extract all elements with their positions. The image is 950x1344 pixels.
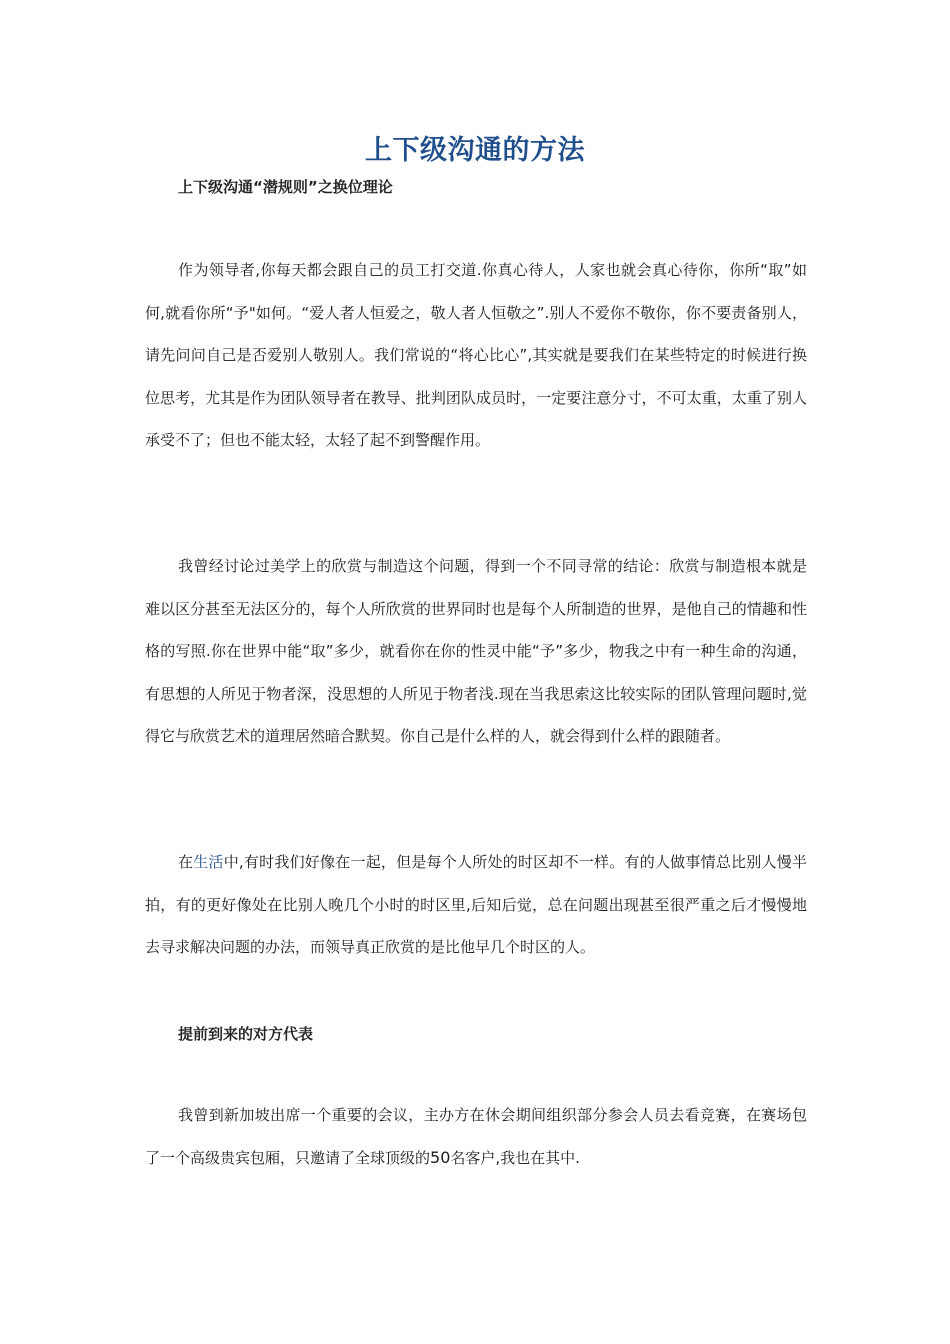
life-link[interactable]: 生活	[193, 853, 224, 871]
section-heading-early-rep: 提前到来的对方代表	[178, 1025, 314, 1043]
paragraph-text: 在	[178, 853, 194, 871]
paragraph-singapore	[145, 1094, 807, 1179]
paragraph-aesthetics: 我曾经讨论过美学上的欣赏与制造这个问题，得到一个不同寻常的结论：欣赏与制造根本就是难以区分甚至无法区分的，每个人所欣赏的世界同时也是每个人所制造的世界，是他自己的情趣和性格的写照.你在世界中能“取”多少，就看你在你的性灵中能“予”多少，物我之中有一种生命的沟通，有思想的人所见于物者深，没思想的人所见于物者浅.现在当我思索这比较实际的团队管理问题时,觉得它与欣赏艺术的道理居然暗合默契。你自己是什么样的人，就会得到什么样的跟随者。	[145, 557, 807, 745]
paragraph-text: 中,有时我们好像在一起，但是每个人所处的时区却不一样。有的人做事情总比别人慢半拍，有的更好像处在比别人晚几个小时的时区里,后知后觉，总在问题出现甚至很严重之后才慢慢地去寻求解决问题的办法，而领导真正欣赏的是比他早几个时区的人。	[145, 853, 807, 956]
paragraph-text: 名客户,我也在其中.	[450, 1148, 580, 1167]
paragraph-time-zones	[145, 841, 807, 969]
document-title: 上下级沟通的方法	[365, 135, 585, 166]
section-heading-role-swap: 上下级沟通“潜规则”之换位理论	[178, 178, 393, 196]
paragraph-text: 我曾到新加坡出席一个重要的会议，主办方在休会期间组织部分参会人员去看竞赛，在赛场包了一个高级贵宾包厢，只邀请了全球顶级的	[145, 1106, 807, 1167]
paragraph-leadership: 作为领导者,你每天都会跟自己的员工打交道.你真心待人，人家也就会真心待你，你所“取”如何,就看你所“予"如何。“爱人者人恒爱之，敬人者人恒敬之”.别人不爱你不敬你，你不要责备别人，请先问问自己是否爱别人敬别人。我们常说的“将心比心”,其实就是要我们在某些特定的时候进行换位思考，尤其是作为团队领导者在教导、批判团队成员时，一定要注意分寸，不可太重，太重了别人承受不了；但也不能太轻，太轻了起不到警醒作用。	[145, 261, 807, 449]
client-count: 50	[430, 1147, 451, 1167]
